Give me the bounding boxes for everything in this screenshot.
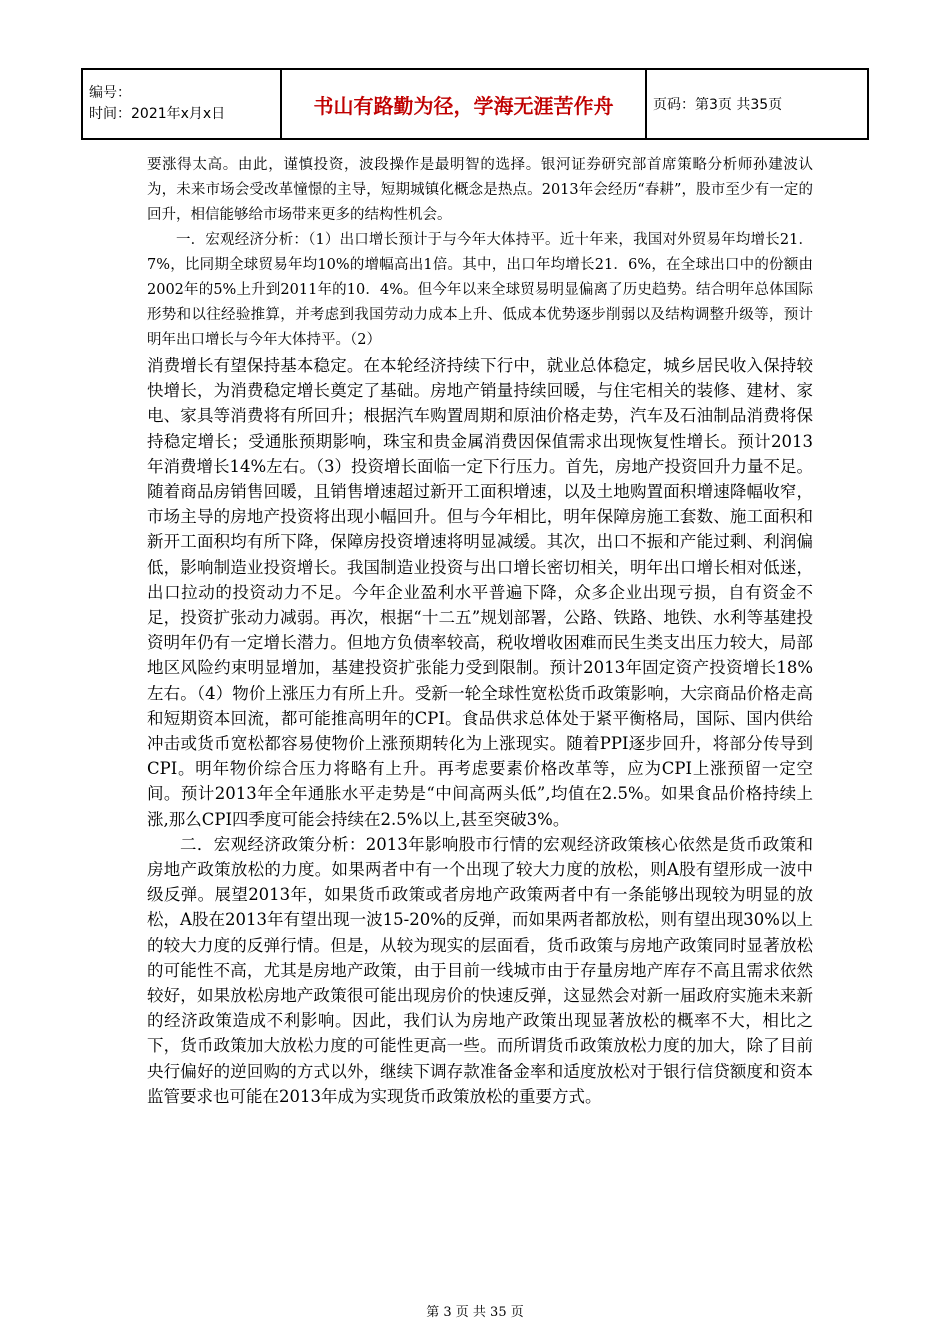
header-meta: [82, 69, 281, 139]
document-body: [147, 153, 813, 1109]
page-header: [81, 68, 869, 140]
page-footer: 第 3 页 共 35 页: [426, 1305, 524, 1320]
document-number-label: 编号：: [89, 85, 131, 101]
header-page-info: 页码：第3页 共35页: [646, 69, 868, 139]
paragraph-1: 要涨得太高。由此，谨慎投资，波段操作是最明智的选择。银河证券研究部首席策略分析师孙建波认为，未来市场会受改革憧憬的主导，短期城镇化概念是热点。2013年会经历“春耕”，股市至少有一定的回升，相信能够给市场带来更多的结构性机会。: [147, 157, 813, 223]
document-time-label: 时间：2021年x月x日: [89, 106, 226, 122]
paragraph-4: 二．宏观经济政策分析：2013年影响股市行情的宏观经济政策核心依然是货币政策和房地产政策放松的力度。如果两者中有一个出现了较大力度的放松，则A股有望形成一波中级反弹。展望2013年，如果货币政策或者房地产政策两者中有一条能够出现较为明显的放松，A股在2013年有望出现一波15-20%的反弹，而如果两者都放松，则有望出现30%以上的较大力度的反弹行情。但是，从较为现实的层面看，货币政策与房地产政策同时显著放松的可能性不高，尤其是房地产政策，由于目前一线城市由于存量房地产库存不高且需求依然较好，如果放松房地产政策很可能出现房价的快速反弹，这显然会对新一届政府实施未来新的经济政策造成不利影响。因此，我们认为房地产政策出现显著放松的概率不大，相比之下，货币政策加大放松力度的可能性更高一些。而所谓货币政策放松力度的加大，除了目前央行偏好的逆回购的方式以外，继续下调存款准备金率和适度放松对于银行信贷额度和资本监管要求也可能在2013年成为实现货币政策放松的重要方式。: [147, 834, 813, 1106]
paragraph-3: 消费增长有望保持基本稳定。在本轮经济持续下行中，就业总体稳定，城乡居民收入保持较快增长，为消费稳定增长奠定了基础。房地产销量持续回暖，与住宅相关的装修、建材、家电、家具等消费将有所回升；根据汽车购置周期和原油价格走势，汽车及石油制品消费将保持稳定增长；受通胀预期影响，珠宝和贵金属消费因保值需求出现恢复性增长。预计2013年消费增长14%左右。（3）投资增长面临一定下行压力。首先，房地产投资回升力量不足。随着商品房销售回暖，且销售增速超过新开工面积增速，以及土地购置面积增速降幅收窄，市场主导的房地产投资将出现小幅回升。但与今年相比，明年保障房施工套数、施工面积和新开工面积均有所下降，保障房投资增速将明显减缓。其次，出口不振和产能过剩、利润偏低，影响制造业投资增长。我国制造业投资与出口增长密切相关，明年出口增长相对低迷，出口拉动的投资动力不足。今年企业盈利水平普遍下降，众多企业出现亏损，自有资金不足，投资扩张动力减弱。再次，根据“十二五”规划部署，公路、铁路、地铁、水利等基建投资明年仍有一定增长潜力。但地方负债率较高，税收增收困难而民生类支出压力较大，局部地区风险约束明显增加，基建投资扩张能力受到限制。预计2013年固定资产投资增长18%左右。（4）物价上涨压力有所上升。受新一轮全球性宽松货币政策影响，大宗商品价格走高和短期资本回流，都可能推高明年的CPI。食品供求总体处于紧平衡格局，国际、国内供给冲击或货币宽松都容易使物价上涨预期转化为上涨现实。随着PPI逐步回升，将部分传导到CPI。明年物价综合压力将略有上升。再考虑要素价格改革等，应为CPI上涨预留一定空间。预计2013年全年通胀水平走势是“中间高两头低”,均值在2.5%。如果食品价格持续上涨,那么CPI四季度可能会持续在2.5%以上,甚至突破3%。: [147, 356, 813, 829]
paragraph-2: 一．宏观经济分析：（1）出口增长预计于与今年大体持平。近十年来，我国对外贸易年均增长21．7%，比同期全球贸易年均10%的增幅高出1倍。其中，出口年均增长21．6%，在全球出口中的份额由2002年的5%上升到2011年的10．4%。但今年以来全球贸易明显偏离了历史趋势。结合明年总体国际形势和以往经验推算，并考虑到我国劳动力成本上升、低成本优势逐步削弱以及结构调整升级等，预计明年出口增长与今年大体持平。（2）: [147, 232, 813, 348]
header-motto: 书山有路勤为径，学海无涯苦作舟: [281, 69, 646, 139]
